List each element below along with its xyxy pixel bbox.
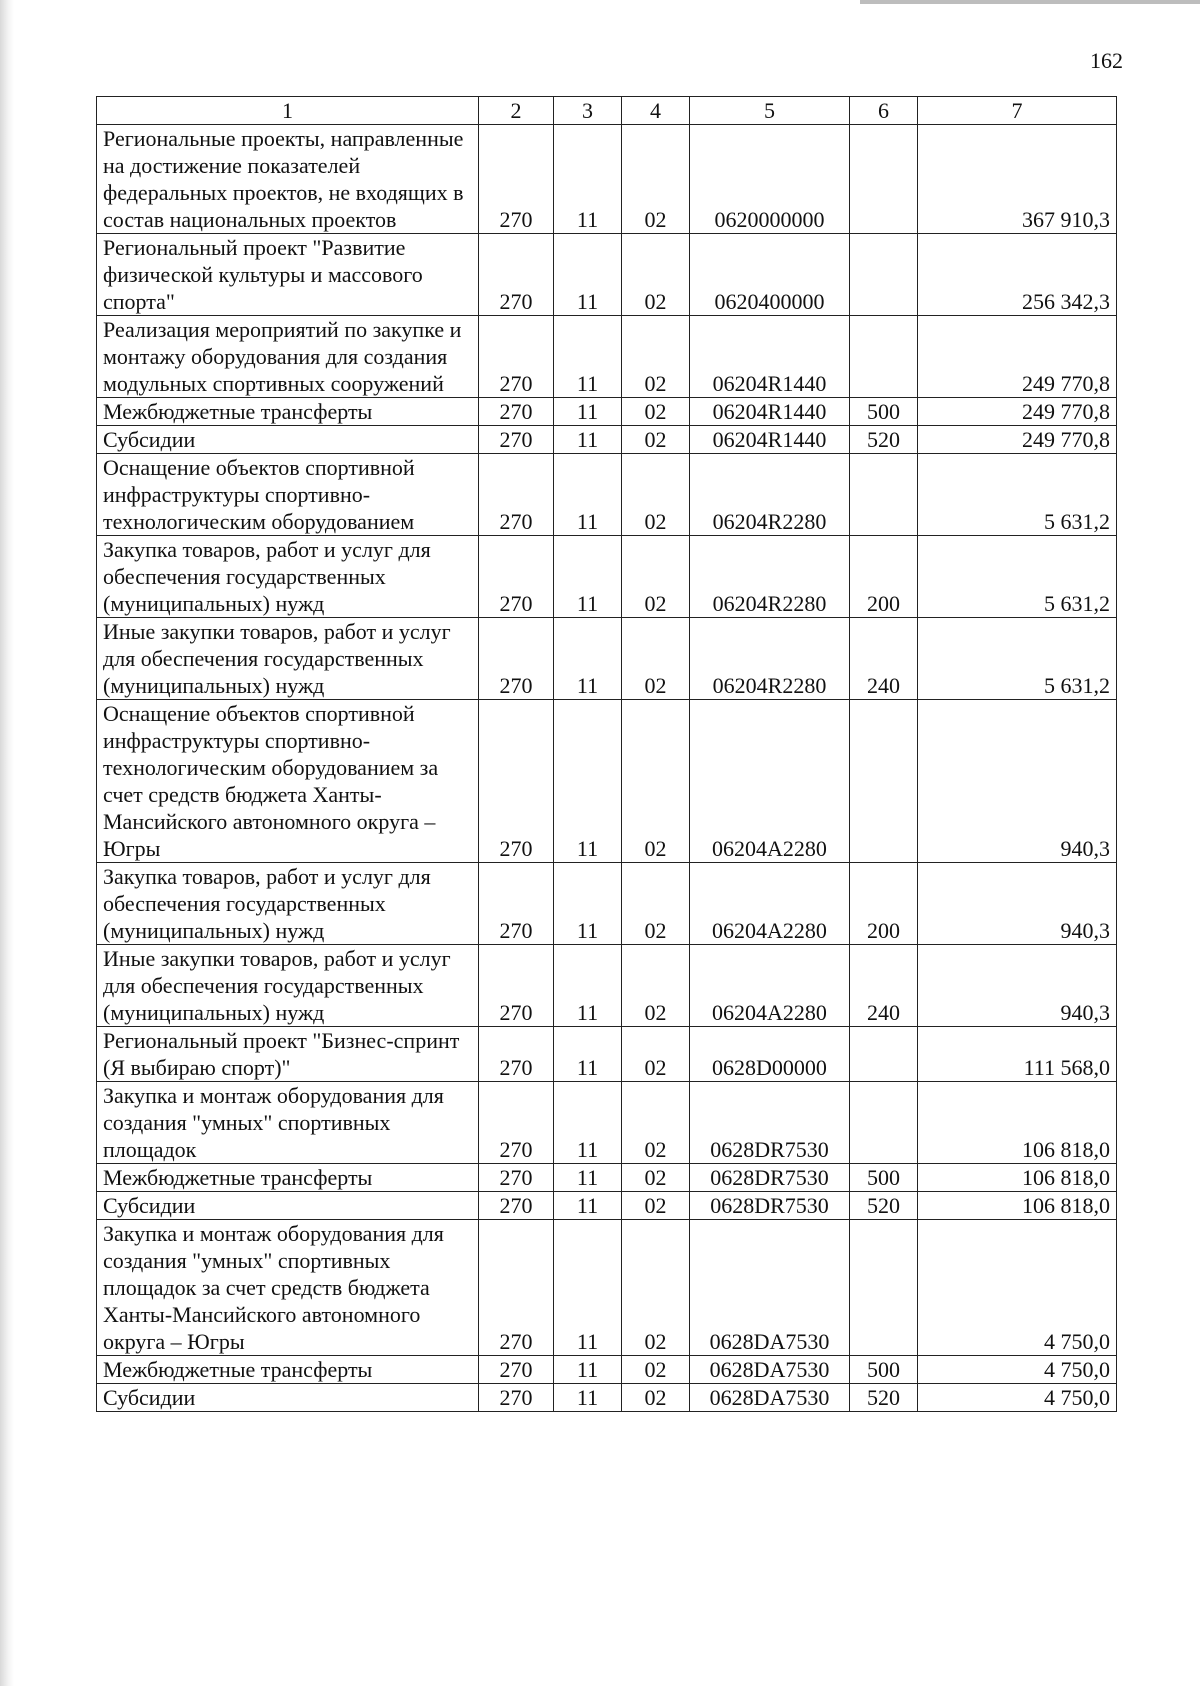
- cell-col-2: 270: [479, 1220, 554, 1356]
- cell-col-3: 11: [554, 1192, 622, 1220]
- cell-amount: 111 568,0: [918, 1027, 1117, 1082]
- cell-col-2: 270: [479, 1027, 554, 1082]
- row-name-cell: Субсидии: [97, 1192, 479, 1220]
- cell-col-4: 02: [622, 700, 690, 863]
- table-header: [97, 97, 1117, 125]
- cell-col-2: 270: [479, 316, 554, 398]
- row-name-cell: Региональные проекты, направленные на достижение показателей федеральных проектов, не входящих в состав национальных проектов: [97, 125, 479, 234]
- cell-amount: 106 818,0: [918, 1192, 1117, 1220]
- cell-col-6: 240: [850, 945, 918, 1027]
- row-name-cell: Субсидии: [97, 426, 479, 454]
- cell-amount: 4 750,0: [918, 1220, 1117, 1356]
- cell-col-5: 06204R1440: [690, 316, 850, 398]
- cell-amount: 256 342,3: [918, 234, 1117, 316]
- cell-col-6: 520: [850, 426, 918, 454]
- cell-col-6: [850, 316, 918, 398]
- cell-col-5: 06204R2280: [690, 536, 850, 618]
- scan-edge: [0, 0, 14, 1686]
- cell-amount: 5 631,2: [918, 618, 1117, 700]
- cell-amount: 106 818,0: [918, 1082, 1117, 1164]
- cell-col-5: 06204A2280: [690, 945, 850, 1027]
- cell-col-6: 520: [850, 1192, 918, 1220]
- cell-col-5: 0620400000: [690, 234, 850, 316]
- table-row: [97, 125, 1117, 234]
- cell-col-4: 02: [622, 1220, 690, 1356]
- header-cell-7: 7: [918, 97, 1117, 125]
- cell-col-4: 02: [622, 454, 690, 536]
- row-name-cell: Закупка и монтаж оборудования для создания "умных" спортивных площадок: [97, 1082, 479, 1164]
- cell-amount: 4 750,0: [918, 1356, 1117, 1384]
- cell-col-2: 270: [479, 1356, 554, 1384]
- row-name-cell: Закупка товаров, работ и услуг для обеспечения государственных (муниципальных) нужд: [97, 536, 479, 618]
- cell-col-4: 02: [622, 234, 690, 316]
- cell-col-3: 11: [554, 1384, 622, 1412]
- cell-col-3: 11: [554, 125, 622, 234]
- cell-col-3: 11: [554, 454, 622, 536]
- cell-amount: 249 770,8: [918, 316, 1117, 398]
- cell-col-3: 11: [554, 1027, 622, 1082]
- row-name-cell: Региональный проект "Бизнес-спринт (Я выбираю спорт)": [97, 1027, 479, 1082]
- cell-amount: 940,3: [918, 945, 1117, 1027]
- cell-col-6: 520: [850, 1384, 918, 1412]
- cell-col-4: 02: [622, 316, 690, 398]
- table-row: [97, 316, 1117, 398]
- table-row: [97, 398, 1117, 426]
- header-cell-6: 6: [850, 97, 918, 125]
- cell-col-6: [850, 1082, 918, 1164]
- cell-col-5: 0628DA7530: [690, 1220, 850, 1356]
- row-name-cell: Оснащение объектов спортивной инфраструктуры спортивно-технологическим оборудованием: [97, 454, 479, 536]
- table-row: [97, 1192, 1117, 1220]
- cell-col-3: 11: [554, 426, 622, 454]
- row-name-cell: Субсидии: [97, 1384, 479, 1412]
- cell-col-2: 270: [479, 863, 554, 945]
- table-row: [97, 1164, 1117, 1192]
- cell-col-5: 0628DA7530: [690, 1384, 850, 1412]
- cell-col-3: 11: [554, 700, 622, 863]
- cell-col-4: 02: [622, 1192, 690, 1220]
- cell-col-5: 06204A2280: [690, 863, 850, 945]
- cell-col-2: 270: [479, 1164, 554, 1192]
- row-name-cell: Иные закупки товаров, работ и услуг для обеспечения государственных (муниципальных) нужд: [97, 945, 479, 1027]
- cell-col-3: 11: [554, 1082, 622, 1164]
- table-row: [97, 863, 1117, 945]
- table-row: [97, 1220, 1117, 1356]
- cell-col-4: 02: [622, 1164, 690, 1192]
- cell-col-5: 0628DA7530: [690, 1356, 850, 1384]
- cell-col-4: 02: [622, 1356, 690, 1384]
- cell-col-5: 06204A2280: [690, 700, 850, 863]
- cell-col-6: [850, 125, 918, 234]
- table-row: [97, 700, 1117, 863]
- table-row: [97, 1384, 1117, 1412]
- cell-amount: 4 750,0: [918, 1384, 1117, 1412]
- table-row: [97, 536, 1117, 618]
- cell-col-2: 270: [479, 945, 554, 1027]
- cell-col-2: 270: [479, 1082, 554, 1164]
- cell-col-6: 240: [850, 618, 918, 700]
- budget-table: [96, 96, 1117, 1412]
- cell-col-3: 11: [554, 316, 622, 398]
- cell-col-5: 0620000000: [690, 125, 850, 234]
- cell-col-6: [850, 700, 918, 863]
- cell-col-3: 11: [554, 1356, 622, 1384]
- table-row: [97, 234, 1117, 316]
- cell-col-2: 270: [479, 125, 554, 234]
- cell-col-6: 500: [850, 1356, 918, 1384]
- cell-col-3: 11: [554, 1220, 622, 1356]
- cell-amount: 5 631,2: [918, 536, 1117, 618]
- cell-col-3: 11: [554, 536, 622, 618]
- cell-col-6: [850, 454, 918, 536]
- cell-col-3: 11: [554, 1164, 622, 1192]
- cell-col-5: 06204R1440: [690, 426, 850, 454]
- cell-col-4: 02: [622, 1384, 690, 1412]
- cell-col-3: 11: [554, 945, 622, 1027]
- row-name-cell: Региональный проект "Развитие физической культуры и массового спорта": [97, 234, 479, 316]
- cell-amount: 106 818,0: [918, 1164, 1117, 1192]
- cell-col-5: 0628DR7530: [690, 1082, 850, 1164]
- cell-col-6: 500: [850, 398, 918, 426]
- cell-col-3: 11: [554, 398, 622, 426]
- cell-col-2: 270: [479, 426, 554, 454]
- cell-col-4: 02: [622, 426, 690, 454]
- cell-col-4: 02: [622, 945, 690, 1027]
- cell-col-6: [850, 1220, 918, 1356]
- table-row: [97, 426, 1117, 454]
- cell-col-4: 02: [622, 536, 690, 618]
- cell-col-2: 270: [479, 618, 554, 700]
- row-name-cell: Закупка и монтаж оборудования для создания "умных" спортивных площадок за счет средств бюджета Ханты-Мансийского автономного округа – Югры: [97, 1220, 479, 1356]
- row-name-cell: Межбюджетные трансферты: [97, 1164, 479, 1192]
- row-name-cell: Реализация мероприятий по закупке и монтажу оборудования для создания модульных спортивных сооружений: [97, 316, 479, 398]
- cell-col-2: 270: [479, 1384, 554, 1412]
- cell-col-5: 0628D00000: [690, 1027, 850, 1082]
- table-row: [97, 1082, 1117, 1164]
- scan-edge-top: [860, 0, 1200, 4]
- row-name-cell: Оснащение объектов спортивной инфраструктуры спортивно-технологическим оборудованием за счет средств бюджета Ханты-Мансийского автономного округа – Югры: [97, 700, 479, 863]
- cell-col-5: 06204R2280: [690, 618, 850, 700]
- cell-amount: 249 770,8: [918, 426, 1117, 454]
- table-row: [97, 1356, 1117, 1384]
- cell-col-4: 02: [622, 863, 690, 945]
- cell-col-6: 200: [850, 863, 918, 945]
- header-cell-5: 5: [690, 97, 850, 125]
- cell-amount: 940,3: [918, 863, 1117, 945]
- cell-col-2: 270: [479, 1192, 554, 1220]
- cell-col-2: 270: [479, 398, 554, 426]
- cell-col-4: 02: [622, 1027, 690, 1082]
- cell-col-4: 02: [622, 1082, 690, 1164]
- cell-col-5: 06204R1440: [690, 398, 850, 426]
- table-body: [97, 125, 1117, 1412]
- cell-col-4: 02: [622, 125, 690, 234]
- cell-col-3: 11: [554, 234, 622, 316]
- header-cell-4: 4: [622, 97, 690, 125]
- row-name-cell: Иные закупки товаров, работ и услуг для обеспечения государственных (муниципальных) нужд: [97, 618, 479, 700]
- cell-col-2: 270: [479, 234, 554, 316]
- table-row: [97, 1027, 1117, 1082]
- cell-col-6: [850, 1027, 918, 1082]
- row-name-cell: Межбюджетные трансферты: [97, 398, 479, 426]
- header-cell-3: 3: [554, 97, 622, 125]
- cell-amount: 249 770,8: [918, 398, 1117, 426]
- table-row: [97, 945, 1117, 1027]
- cell-col-5: 0628DR7530: [690, 1192, 850, 1220]
- cell-col-4: 02: [622, 618, 690, 700]
- cell-col-3: 11: [554, 863, 622, 945]
- cell-amount: 5 631,2: [918, 454, 1117, 536]
- cell-col-2: 270: [479, 454, 554, 536]
- row-name-cell: Межбюджетные трансферты: [97, 1356, 479, 1384]
- cell-amount: 367 910,3: [918, 125, 1117, 234]
- header-cell-1: 1: [97, 97, 479, 125]
- page-number: 162: [1090, 48, 1123, 73]
- cell-col-2: 270: [479, 700, 554, 863]
- header-cell-2: 2: [479, 97, 554, 125]
- cell-amount: 940,3: [918, 700, 1117, 863]
- cell-col-2: 270: [479, 536, 554, 618]
- cell-col-6: [850, 234, 918, 316]
- cell-col-3: 11: [554, 618, 622, 700]
- table-row: [97, 454, 1117, 536]
- row-name-cell: Закупка товаров, работ и услуг для обеспечения государственных (муниципальных) нужд: [97, 863, 479, 945]
- cell-col-6: 200: [850, 536, 918, 618]
- cell-col-6: 500: [850, 1164, 918, 1192]
- cell-col-4: 02: [622, 398, 690, 426]
- table-row: [97, 618, 1117, 700]
- cell-col-5: 0628DR7530: [690, 1164, 850, 1192]
- cell-col-5: 06204R2280: [690, 454, 850, 536]
- header-row: [97, 97, 1117, 125]
